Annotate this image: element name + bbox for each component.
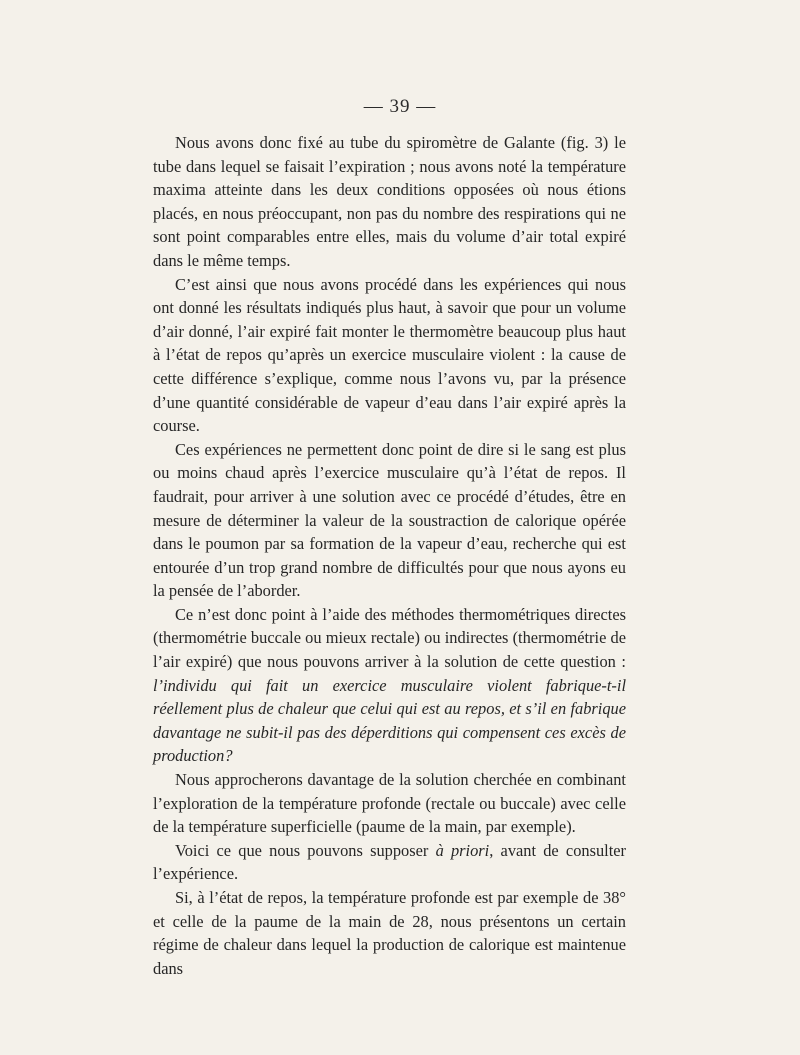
- paragraph-3: Ces expériences ne permettent donc point de dire si le sang est plus ou moins chaud après l’exercice musculaire qu’à l’état de repos. Il faudrait, pour arriver à une solution avec ce procédé d’études, être en mesure de déterminer la valeur de la soustraction de calorique opérée dans le poumon par sa formation de la vapeur d’eau, recherche qui est entourée d’un trop grand nombre de difficultés pour que nous ayons eu la pensée de l’aborder.: [153, 439, 626, 601]
- paragraph-5: Nous approcherons davantage de la solution cherchée en combinant l’exploration de la température profonde (rectale ou buccale) avec celle de la température superficielle (paume de la main, par exemple).: [153, 770, 626, 837]
- paragraph-1: Nous avons donc fixé au tube du spiromètre de Galante (fig. 3) le tube dans lequel se faisait l’expiration ; nous avons noté la température maxima atteinte dans les deux conditions opposées où nous étions placés, en nous préoccupant, non pas du nombre des respirations qui ne sont point comparables entre elles, mais du volume d’air total expiré dans le même temps.: [153, 133, 626, 270]
- page-number: — 39 —: [363, 96, 437, 117]
- paragraph-6-before: Voici ce que nous pouvons supposer: [175, 840, 429, 860]
- body-text: [153, 131, 626, 980]
- paragraph-4-text: Ce n’est donc point à l’aide des méthodes thermométriques directes (thermométrie buccale ou mieux rectale) ou indirectes (thermométrie de l’air expiré) que nous pouvons arriver à la solution de cette question :: [153, 604, 626, 672]
- paragraph-6-italic: à priori: [435, 840, 490, 860]
- paragraph-6-after: , avant de consulter l’expérience.: [153, 840, 626, 884]
- paragraph-4-question: l’individu qui fait un exercice musculaire violent fabrique-t-il réellement plus de chaleur que celui qui est au repos, et s’il en fabrique davantage ne subit-il pas des déperditions qui compensent ces excès de production?: [153, 675, 626, 766]
- paragraph-6: [153, 839, 626, 886]
- paragraph-7: Si, à l’état de repos, la température profonde est par exemple de 38° et celle de la paume de la main de 28, nous présentons un certain régime de chaleur dans lequel la production de calorique est maintenue dans: [153, 888, 626, 978]
- paragraph-4: [153, 603, 626, 768]
- paragraph-2: C’est ainsi que nous avons procédé dans les expériences qui nous ont donné les résultats indiqués plus haut, à savoir que pour un volume d’air donné, l’air expiré fait monter le thermomètre beaucoup plus haut à l’état de repos qu’après un exercice musculaire violent : la cause de cette différence s’explique, comme nous l’avons vu, par la présence d’une quantité considérable de vapeur d’eau dans l’air expiré après la course.: [153, 274, 626, 436]
